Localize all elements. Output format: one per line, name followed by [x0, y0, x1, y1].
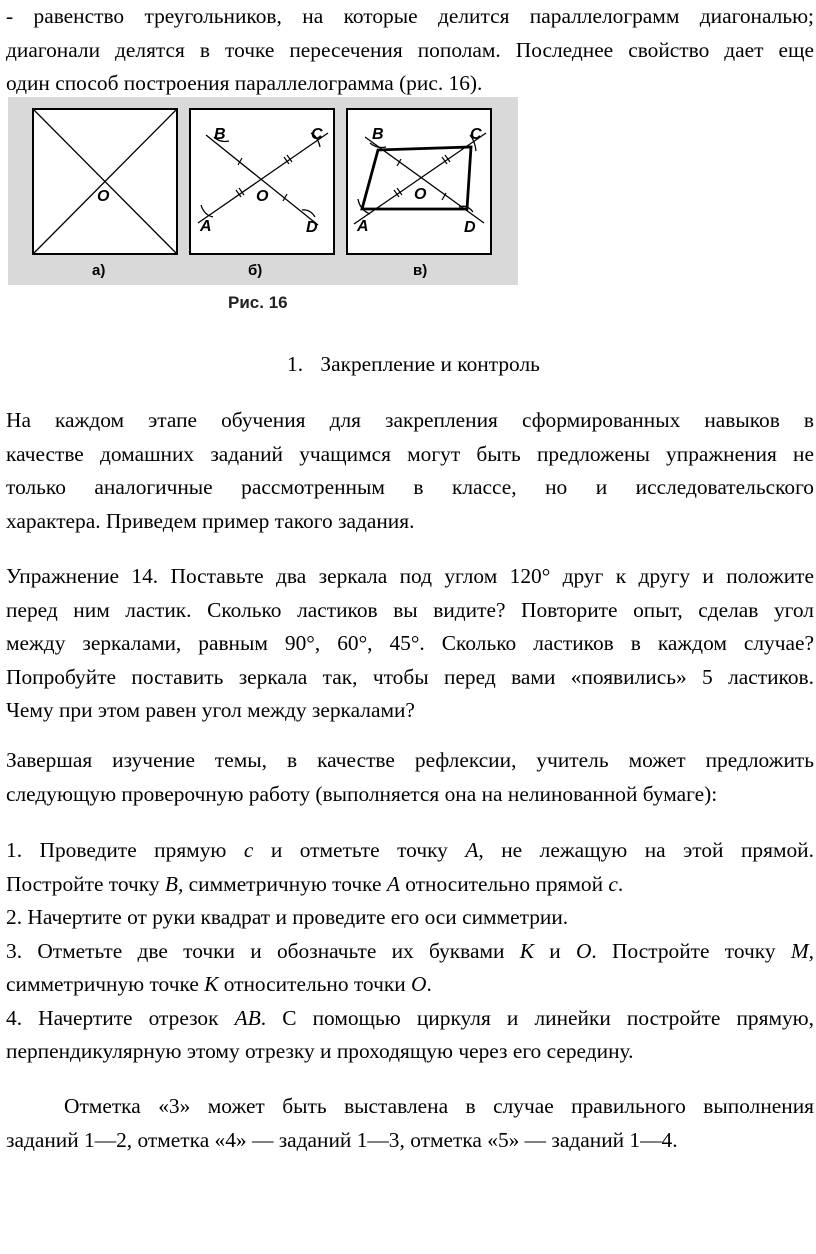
text-line: характера. Приведем пример такого задания.: [6, 508, 415, 533]
point-label: C: [470, 126, 482, 143]
text-line: перед ним ластик. Сколько ластиков вы видите? Повторите опыт, сделав угол: [6, 597, 814, 622]
panel-b: [190, 109, 334, 279]
task-line: 4. Начертите отрезок АВ. С помощью циркуля и линейки постройте прямую,: [6, 1005, 815, 1030]
figure-16-drawing: [8, 97, 518, 285]
text-line: Отметка «3» может быть выставлена в случае правильного выполнения: [64, 1094, 814, 1118]
panel-a: [33, 109, 177, 279]
task-line: 3. Отметьте две точки и обозначьте их буквами К и О. Постройте точку М,: [6, 938, 814, 963]
intro-line: диагонали делятся в точке пересечения пополам. Последнее свойство дает еще: [6, 37, 814, 62]
point-label: C: [311, 126, 323, 143]
panel-sublabel: в): [413, 262, 428, 279]
test-tasks: [6, 834, 814, 1069]
task-line: симметричную точке К относительно точки О.: [6, 972, 432, 996]
task-line: 2. Начертите от руки квадрат и проведите его оси симметрии.: [6, 905, 569, 929]
point-label: O: [256, 188, 269, 205]
panel-c: [347, 109, 491, 279]
point-label: B: [372, 126, 384, 143]
text-line: Упражнение 14. Поставьте два зеркала под углом 120° друг к другу и положите: [6, 564, 814, 588]
intro-paragraph: [6, 0, 814, 101]
figure-16: [8, 97, 518, 285]
section-title: Закрепление и контроль: [320, 352, 540, 376]
text-line: между зеркалами, равным 90°, 60°, 45°. Сколько ластиков в каждом случае?: [6, 631, 814, 655]
text-line: заданий 1—2, отметка «4» — заданий 1—3, отметка «5» — заданий 1—4.: [6, 1127, 678, 1152]
point-label: O: [414, 186, 427, 203]
point-label: B: [214, 126, 226, 143]
panel-sublabel: а): [92, 262, 106, 279]
homework-paragraph: [6, 404, 814, 538]
grading-paragraph: [6, 1090, 814, 1157]
text-line: следующую проверочную работу (выполняется она на нелинованной бумаге):: [6, 781, 718, 806]
point-label: O: [97, 188, 110, 205]
exercise-paragraph: [6, 560, 814, 728]
text-line: качестве домашних заданий учащимся могут быть предложены упражнения не: [6, 441, 814, 466]
text-line: только аналогичные рассмотренным в классе, но и исследовательского: [6, 475, 814, 499]
text-line: Чему при этом равен угол между зеркалами?: [6, 698, 415, 722]
section-heading: [287, 348, 540, 381]
intro-line: один способ построения параллелограмма (рис. 16).: [6, 71, 483, 95]
point-label: A: [200, 218, 212, 235]
panel-sublabel: б): [248, 262, 263, 279]
text-line: Завершая изучение темы, в качестве рефлексии, учитель может предложить: [6, 748, 814, 772]
reflection-paragraph: [6, 744, 814, 811]
text-line: Попробуйте поставить зеркала так, чтобы перед вами «появились» 5 ластиков.: [6, 664, 814, 689]
task-line: 1. Проведите прямую c и отметьте точку A, не лежащую на этой прямой.: [6, 838, 814, 862]
figure-caption: Рис. 16: [228, 293, 288, 312]
intro-line: - равенство треугольников, на которые делится параллелограмм диагональю;: [6, 4, 814, 28]
task-line: перпендикулярную этому отрезку и проходящую через его середину.: [6, 1039, 634, 1063]
text-line: На каждом этапе обучения для закрепления сформированных навыков в: [6, 408, 814, 432]
point-label: D: [306, 219, 318, 236]
point-label: D: [464, 219, 476, 236]
section-number: 1.: [287, 352, 304, 376]
point-label: A: [357, 218, 369, 235]
task-line: Постройте точку B, симметричную точке A относительно прямой c.: [6, 871, 624, 896]
